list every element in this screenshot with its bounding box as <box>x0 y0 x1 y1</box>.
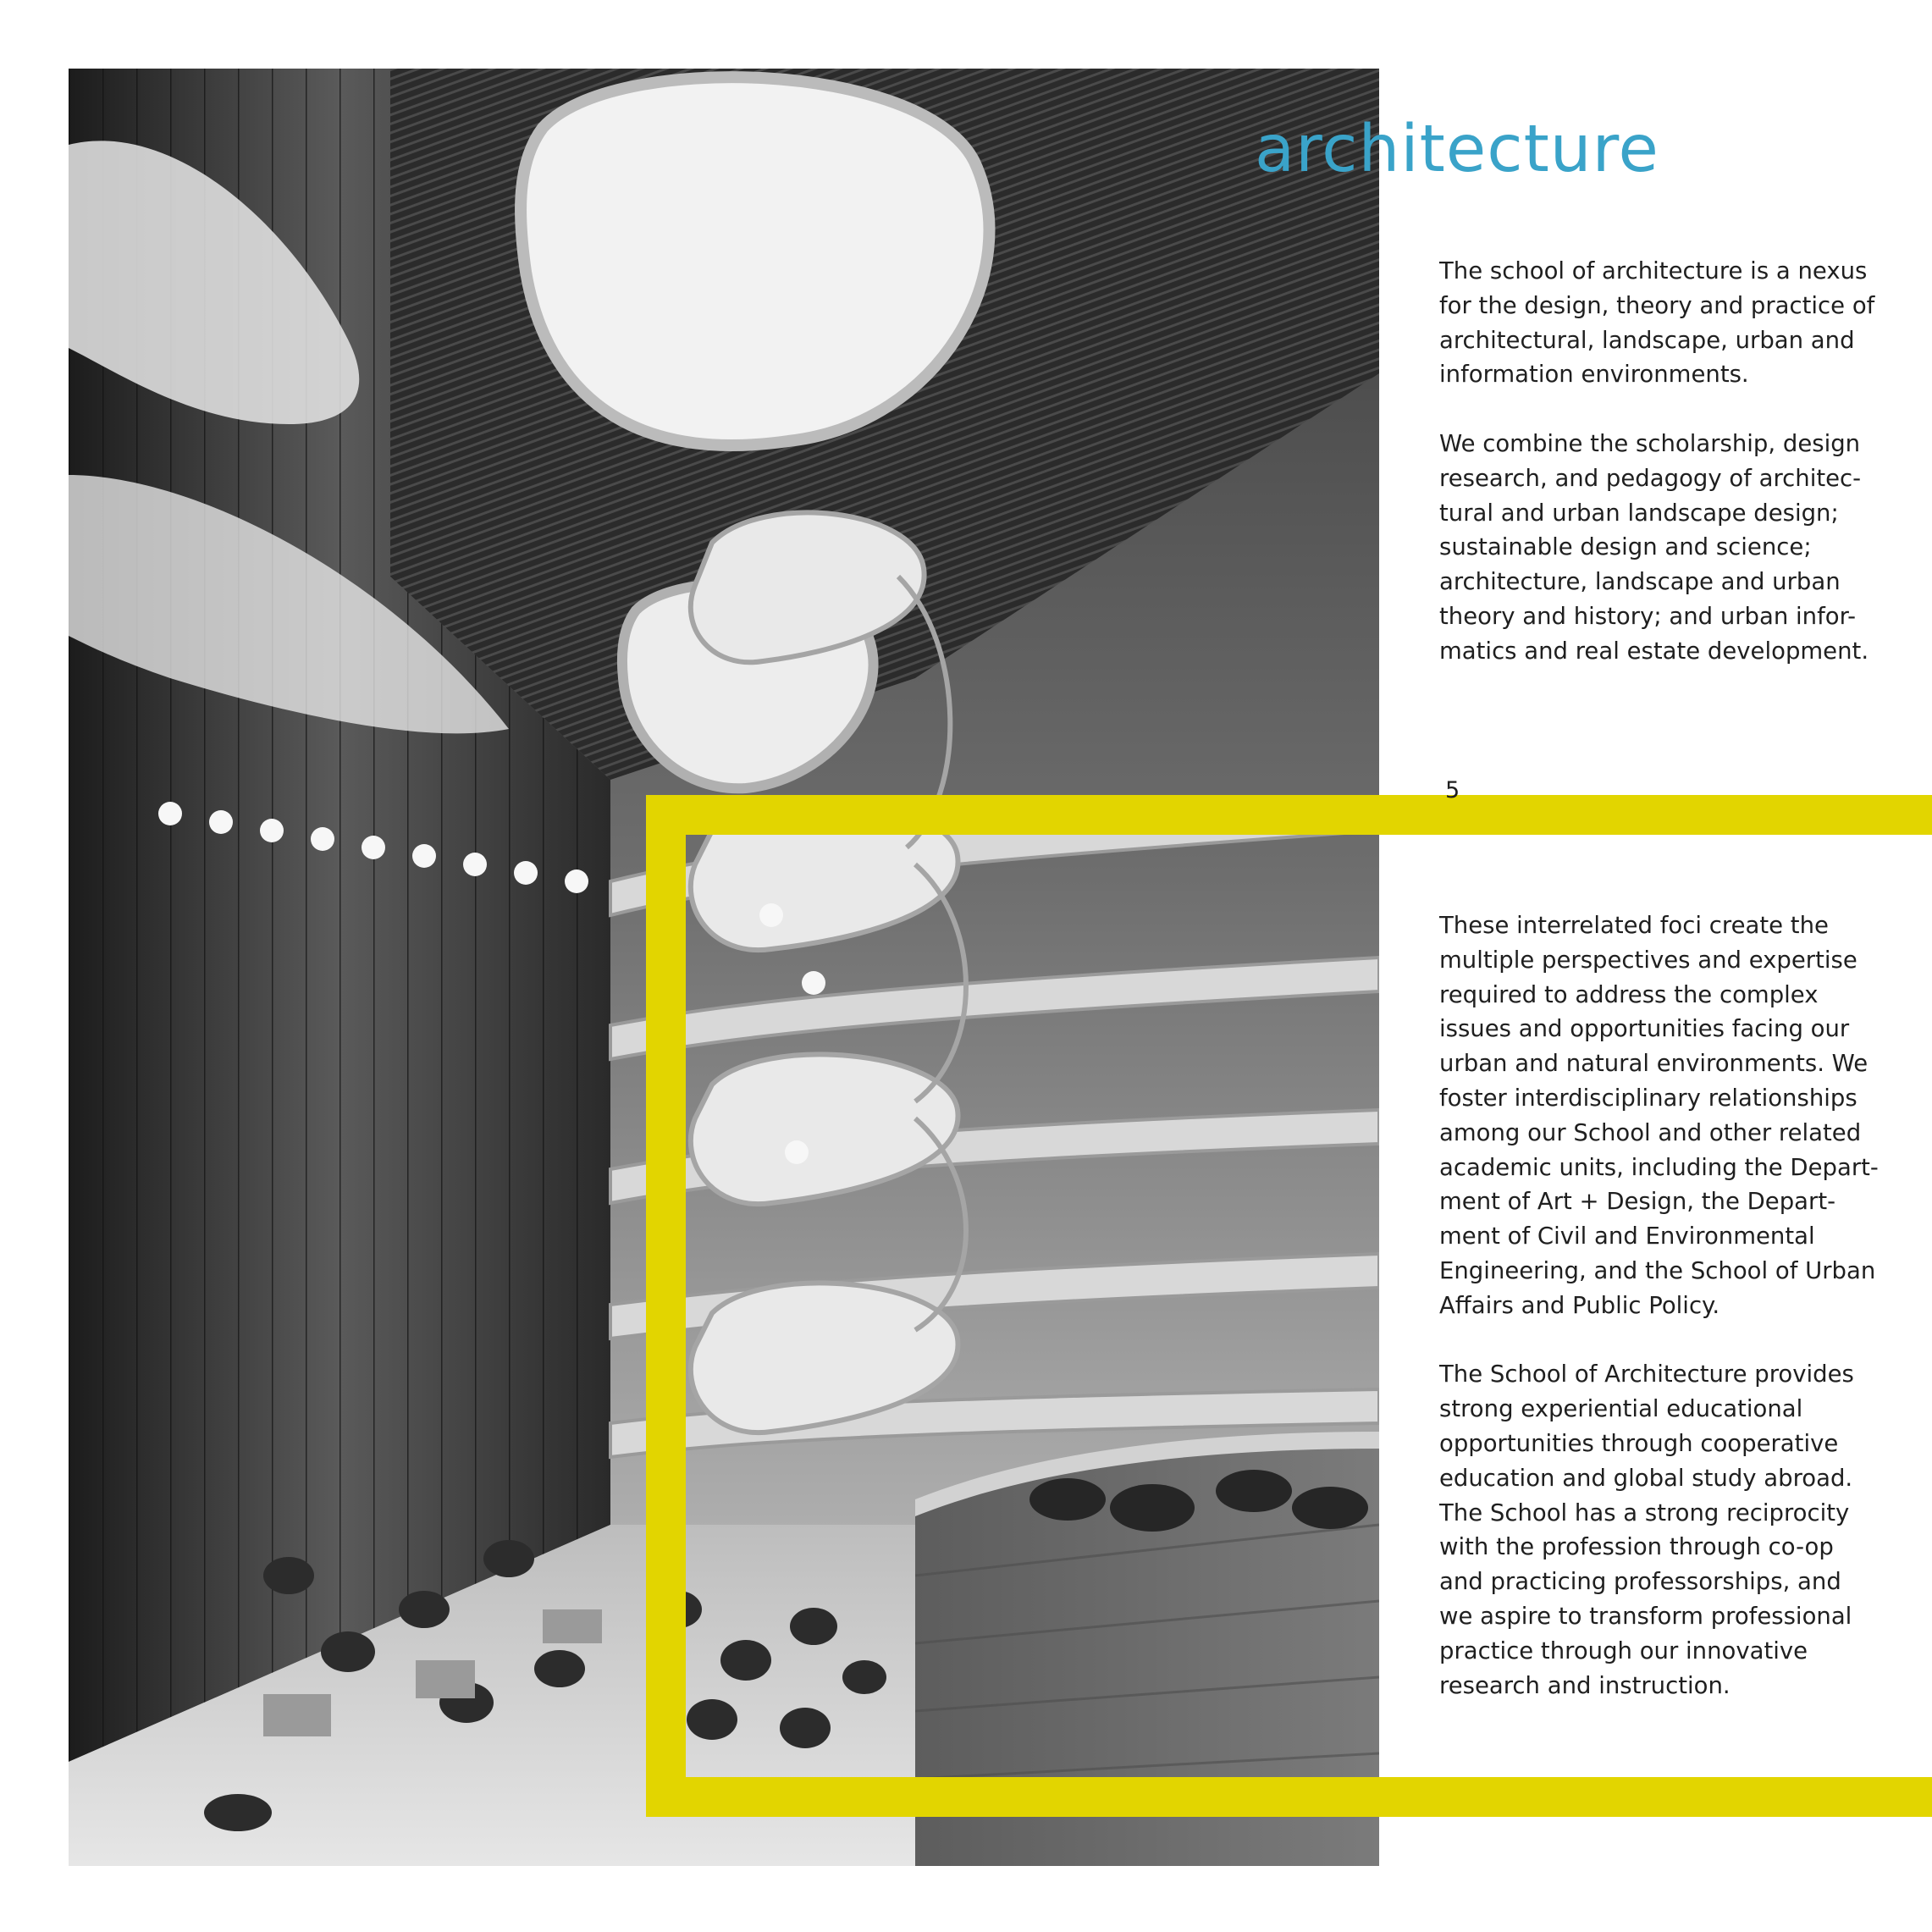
atrium-photo-illustration <box>69 69 1379 1866</box>
body-text-block <box>1439 908 1880 1703</box>
body-paragraph-2: The School of Architecture provides strong experiential educational opportunities through cooperative education and global study abroad. The School has a strong reciprocity with the profession through co-op and practicing professorships, and we aspire to transform professional practice through our innovative research and instruction. <box>1439 1361 1854 1699</box>
page-title: architecture <box>1255 112 1659 187</box>
page-number: 5 <box>1445 777 1460 803</box>
body-paragraph-1: These interrelated foci create the multiple perspectives and expertise required to address the complex issues and opportunities facing our urban and natural environments. We foster interdisciplinary relationships among our School and other related academic units, including the Depart- ment of Art + Design, the Depart- ment of Civil and Environmental Engineering, and the School of Urban Affairs and Public Policy. <box>1439 912 1879 1319</box>
intro-paragraph-2: We combine the scholarship, design research, and pedagogy of architec- tural and urban landscape design; sustainable design and science; architecture, landscape and urban theory and history; and urban infor- matics and real estate development. <box>1439 429 1869 665</box>
intro-text-block <box>1439 254 1880 669</box>
atrium-photo <box>69 69 1379 1866</box>
intro-paragraph-1: The school of architecture is a nexus for the design, theory and practice of architectural, landscape, urban and information environments. <box>1439 257 1875 389</box>
